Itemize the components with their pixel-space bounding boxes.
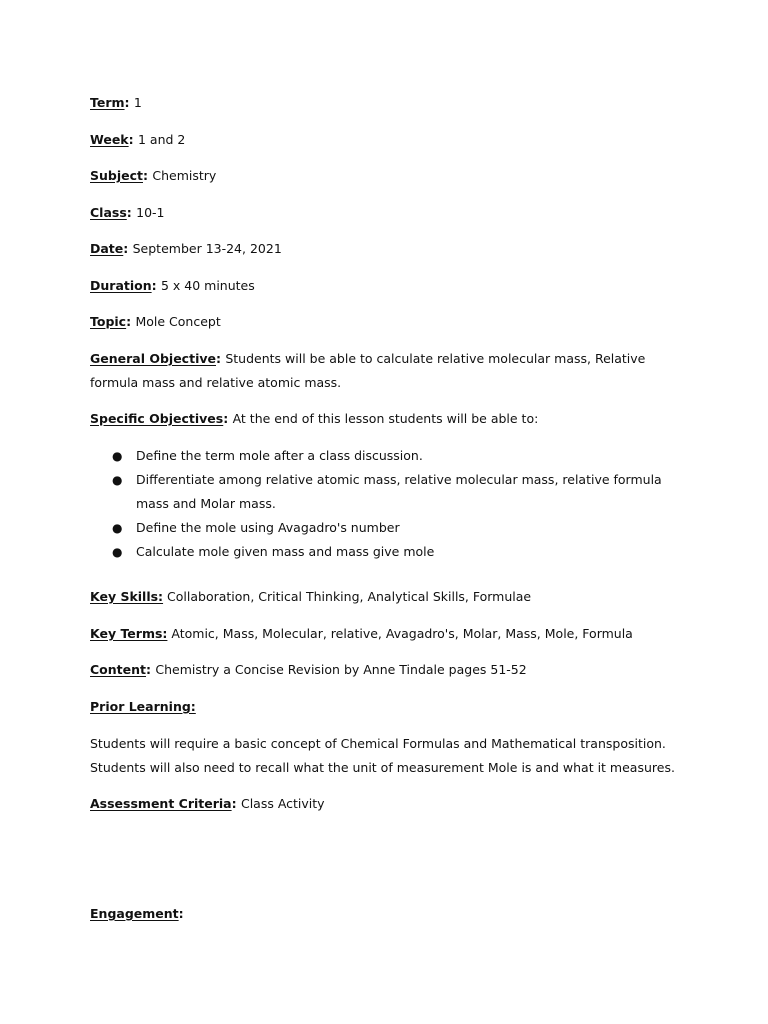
objective-text: Define the term mole after a class discussion. bbox=[136, 448, 423, 463]
topic-row: Topic: Mole Concept bbox=[90, 314, 221, 329]
assessment-criteria-label: Assessment Criteria bbox=[90, 796, 232, 811]
duration-row: Duration: 5 x 40 minutes bbox=[90, 278, 255, 293]
week-row: Week: 1 and 2 bbox=[90, 132, 186, 147]
date-label: Date bbox=[90, 241, 124, 256]
key-terms-value: Atomic, Mass, Molecular, relative, Avagadro's, Molar, Mass, Mole, Formula bbox=[171, 626, 633, 641]
list-item bbox=[90, 468, 680, 516]
term-label: Term bbox=[90, 95, 125, 110]
topic-value: Mole Concept bbox=[135, 314, 221, 329]
class-label: Class bbox=[90, 205, 127, 220]
specific-objectives-list bbox=[90, 444, 680, 564]
date-row: Date: September 13-24, 2021 bbox=[90, 241, 282, 256]
objective-text: Calculate mole given mass and mass give mole bbox=[136, 544, 435, 559]
list-item bbox=[90, 516, 680, 540]
key-skills-row bbox=[90, 588, 531, 606]
duration-value: 5 x 40 minutes bbox=[160, 278, 255, 293]
general-objective-text: Students will be able to calculate relative molecular mass, Relative formula mass and relative atomic mass. bbox=[90, 351, 646, 390]
objective-text: Define the mole using Avagadro's number bbox=[136, 520, 400, 535]
content-value: Chemistry a Concise Revision by Anne Tindale pages 51-52 bbox=[155, 662, 527, 677]
content-row: Content: Chemistry a Concise Revision by Anne Tindale pages 51-52 bbox=[90, 662, 527, 677]
prior-learning-row bbox=[90, 698, 196, 716]
week-value: 1 and 2 bbox=[137, 132, 186, 147]
term-row: Term: 1 bbox=[90, 95, 142, 110]
class-value: 10-1 bbox=[136, 205, 165, 220]
prior-learning-text: Students will require a basic concept of Chemical Formulas and Mathematical transposition. Students will also need to recall what the unit of measurement Mole is and what it measures. bbox=[90, 736, 675, 775]
engagement-label: Engagement bbox=[90, 906, 179, 921]
key-skills-label: Key Skills: bbox=[90, 589, 164, 604]
objective-text: Differentiate among relative atomic mass, relative molecular mass, relative formula mass and Molar mass. bbox=[136, 472, 662, 511]
general-objective-label: General Objective bbox=[90, 351, 216, 366]
topic-label: Topic bbox=[90, 314, 127, 329]
list-item bbox=[90, 540, 680, 564]
specific-objectives-intro: At the end of this lesson students will be able to: bbox=[232, 411, 539, 426]
list-item bbox=[90, 444, 680, 468]
engagement-row: Engagement: bbox=[90, 906, 184, 921]
assessment-criteria-value: Class Activity bbox=[240, 796, 325, 811]
general-objective: General Objective: Students will be able to calculate relative molecular mass, Relative formula mass and relative atomic mass. bbox=[90, 351, 646, 390]
bullet-icon: ● bbox=[112, 521, 123, 535]
key-skills-value: Collaboration, Critical Thinking, Analytical Skills, Formulae bbox=[167, 589, 532, 604]
week-label: Week bbox=[90, 132, 129, 147]
date-value: September 13-24, 2021 bbox=[132, 241, 282, 256]
class-row: Class: 10-1 bbox=[90, 205, 165, 220]
assessment-criteria-row: Assessment Criteria: Class Activity bbox=[90, 796, 325, 811]
specific-objectives-label: Specific Objectives bbox=[90, 411, 224, 426]
bullet-icon: ● bbox=[112, 545, 123, 559]
term-value: 1 bbox=[133, 95, 142, 110]
content-label: Content bbox=[90, 662, 146, 677]
bullet-icon: ● bbox=[112, 473, 123, 487]
key-terms-row bbox=[90, 625, 633, 643]
subject-row: Subject: Chemistry bbox=[90, 168, 217, 183]
subject-label: Subject bbox=[90, 168, 143, 183]
key-terms-label: Key Terms: bbox=[90, 626, 168, 641]
subject-value: Chemistry bbox=[152, 168, 217, 183]
specific-objectives-row: Specific Objectives: At the end of this lesson students will be able to: bbox=[90, 411, 539, 426]
prior-learning-label: Prior Learning: bbox=[90, 699, 196, 714]
bullet-icon: ● bbox=[112, 449, 123, 463]
duration-label: Duration bbox=[90, 278, 152, 293]
